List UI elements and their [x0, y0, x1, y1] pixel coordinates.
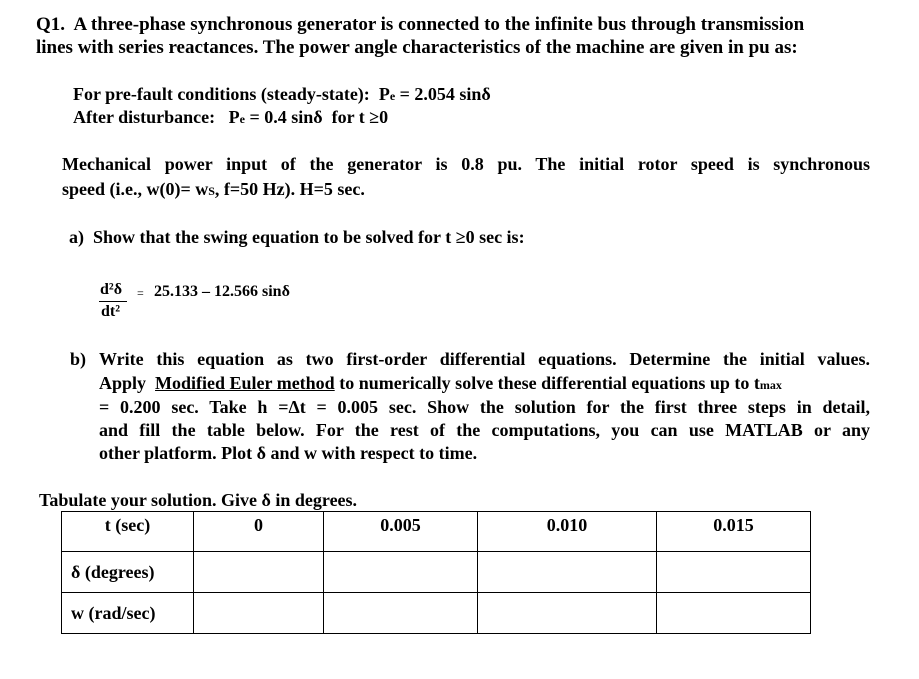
question-label: Q1. [36, 14, 66, 35]
mechanical-line2-sub: S [208, 184, 215, 198]
after-p: P [228, 107, 240, 127]
question-intro-text: A three-phase synchronous generator is connected to the infinite bus through transmission [73, 14, 805, 35]
tabulate-heading: Tabulate your solution. Give δ in degrees. [39, 490, 358, 510]
header-t-0015: 0.015 [657, 512, 811, 552]
fraction-bar [99, 301, 127, 302]
table-row [62, 593, 811, 634]
after-equation: = 0.4 sinδ [249, 107, 323, 127]
part-a-label: a) [69, 227, 84, 247]
row-label-w: w (rad/sec) [62, 593, 194, 634]
question-intro-line2: lines with series reactances. The power angle characteristics of the machine are given in pu as: [36, 37, 798, 58]
prefault-equation: = 2.054 sinδ [399, 84, 491, 104]
equation-equals: = [137, 286, 144, 300]
part-b-label: b) [70, 349, 87, 369]
equation-numerator: d²δ [100, 281, 122, 298]
table-cell [478, 552, 657, 593]
prefault-condition [73, 84, 491, 105]
row-label-delta: δ (degrees) [62, 552, 194, 593]
equation-rhs: 25.133 – 12.566 sinδ [154, 283, 290, 300]
table-cell [194, 593, 324, 634]
table-cell [478, 593, 657, 634]
table-cell [324, 593, 478, 634]
prefault-label: For pre-fault conditions (steady-state): [73, 84, 370, 104]
table-cell [657, 552, 811, 593]
header-t-0010: 0.010 [478, 512, 657, 552]
prefault-p: P [378, 84, 390, 104]
header-t-0005: 0.005 [324, 512, 478, 552]
part-b-line4: and fill the table below. For the rest of the computations, you can use MATLAB or any [99, 420, 870, 440]
part-b-line2-post: to numerically solve these differential equations up to t [339, 373, 760, 393]
part-a [69, 227, 525, 248]
table-row [62, 552, 811, 593]
mechanical-line2 [62, 179, 365, 200]
after-label: After disturbance: [73, 107, 216, 127]
mechanical-line2-post: , f=50 Hz). H=5 sec. [214, 179, 365, 199]
part-b-line2-pre: Apply [99, 373, 147, 393]
after-p-sub: e [239, 112, 245, 126]
part-b-line5: other platform. Plot δ and w with respect to time. [99, 443, 478, 463]
header-t-sec: t (sec) [62, 512, 194, 552]
tmax-sub: max [759, 378, 782, 392]
table-cell [194, 552, 324, 593]
part-b-line2 [99, 373, 782, 394]
mechanical-line1: Mechanical power input of the generator is 0.8 pu. The initial rotor speed is synchronous [62, 154, 870, 174]
prefault-p-sub: e [389, 89, 396, 103]
question-intro-line1 [36, 14, 804, 36]
part-b-line3: = 0.200 sec. Take h =Δt = 0.005 sec. Show the solution for the first three steps in detail, [99, 397, 870, 417]
mechanical-line2-pre: speed (i.e., w(0)= w [62, 179, 209, 199]
equation-denominator: dt² [101, 303, 121, 320]
modified-euler-method-text: Modified Euler method [155, 373, 335, 393]
table-cell [657, 593, 811, 634]
header-t-0: 0 [194, 512, 324, 552]
part-b-line1: Write this equation as two first-order differential equations. Determine the initial values. [99, 349, 870, 369]
table-cell [324, 552, 478, 593]
after-disturbance-condition [73, 107, 388, 128]
results-table [61, 511, 811, 634]
part-a-text: Show that the swing equation to be solved for t ≥0 sec is: [93, 227, 525, 247]
after-condition-time: for t ≥0 [331, 107, 389, 127]
table-header-row [62, 512, 811, 552]
